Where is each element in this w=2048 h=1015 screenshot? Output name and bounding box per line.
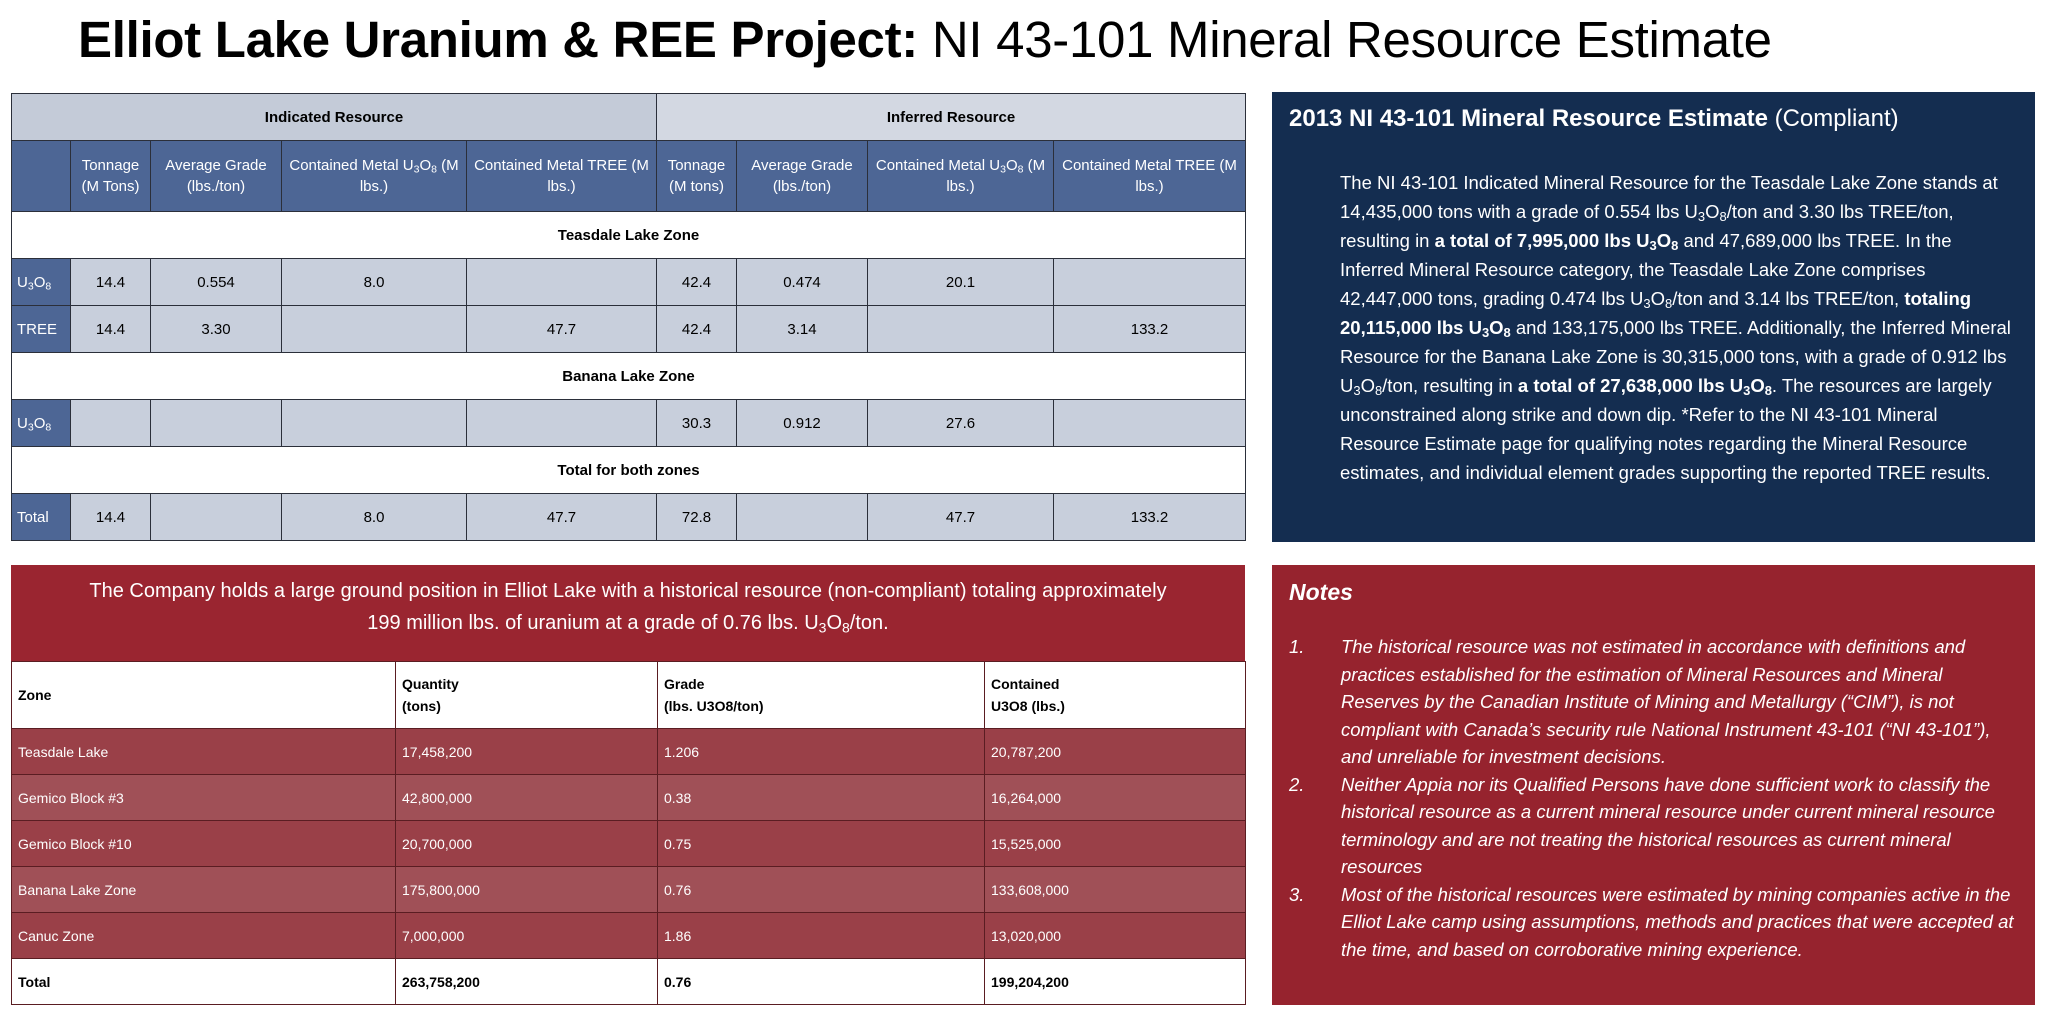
table-cell: 133,608,000 <box>985 867 1246 913</box>
table-cell <box>1054 259 1246 306</box>
table-cell: 0.76 <box>658 959 985 1005</box>
column-header: Zone <box>12 662 396 729</box>
row-label: Total <box>12 494 71 541</box>
table-cell: 8.0 <box>282 494 467 541</box>
header-blank-cell <box>12 141 71 212</box>
column-header: Contained Metal TREE (M lbs.) <box>1054 141 1246 212</box>
estimate-text: and 47,689,000 lbs TREE. In the Inferred Mineral Resource category, the Teasdale Lake Zone comprises 42,447,000 tons, grading 0.474 lbs $U_3O_8$/ton and 3.14 lbs TREE/ton, <box>1340 230 1952 312</box>
table-cell: 42.4 <box>657 306 737 353</box>
note-text: Neither Appia nor its Qualified Persons have done sufficient work to classify the historical resource as a current mineral resource under current mineral resource terminology and are not treating the historical resources as current mineral resources <box>1341 773 1995 877</box>
table-cell: 0.474 <box>737 259 868 306</box>
table-cell: 8.0 <box>282 259 467 306</box>
table-cell: 72.8 <box>657 494 737 541</box>
historical-resource-section <box>11 565 1245 1005</box>
column-header: Grade (lbs. U3O8/ton) <box>658 662 985 729</box>
table-cell: 47.7 <box>467 306 657 353</box>
notes-list <box>1289 633 2024 963</box>
note-item <box>1289 771 2024 881</box>
table-cell: 1.206 <box>658 729 985 775</box>
estimate-highlight: totaling 20,115,000 lbs $U_3O_8$ <box>1340 288 1972 341</box>
table-cell: 15,525,000 <box>985 821 1246 867</box>
table-cell: 199,204,200 <box>985 959 1246 1005</box>
note-text: The historical resource was not estimated in accordance with definitions and practices established for the estimation of Mineral Resources and Mineral Reserves by the Canadian Institute of Mining and Metallurgy (“CIM”), is not compliant with Canada’s security rule National Instrument 43-101 (“NI 43-101”), and unreliable for investment decisions. <box>1341 636 1991 767</box>
note-text: Most of the historical resources were estimated by mining companies active in the Elliot Lake camp using assumptions, methods and practices that were accepted at the time, and based on corroborative mining experience. <box>1341 883 2014 960</box>
table-row <box>12 306 1246 353</box>
table-cell: 0.75 <box>658 821 985 867</box>
table-cell <box>71 400 151 447</box>
table-cell: 16,264,000 <box>985 775 1246 821</box>
historical-table <box>11 661 1246 1005</box>
estimate-highlight: a total of 27,638,000 lbs $U_3O_8$ <box>1517 375 1772 399</box>
estimate-heading-bold: 2013 NI 43-101 Mineral Resource Estimate <box>1289 105 1768 132</box>
zone-header-row <box>12 447 1246 494</box>
table-cell: 14.4 <box>71 306 151 353</box>
column-header: Quantity (tons) <box>396 662 658 729</box>
notes-panel <box>1272 565 2035 1005</box>
table-cell: 133.2 <box>1054 494 1246 541</box>
page-title-bold: Elliot Lake Uranium & REE Project: <box>78 11 918 68</box>
estimate-text: and 133,175,000 lbs TREE. Additionally, the Inferred Mineral Resource for the Banana Lake Zone is 30,315,000 tons, with a grade of 0.912 lbs $U_3O_8$/ton, resulting in <box>1340 317 2011 399</box>
column-header-row <box>12 141 1246 212</box>
zone-name: Total for both zones <box>12 447 1246 494</box>
row-label: TREE <box>12 306 71 353</box>
table-row <box>12 821 1246 867</box>
table-cell: 3.30 <box>151 306 282 353</box>
column-header: Tonnage (M Tons) <box>71 141 151 212</box>
table-cell: 3.14 <box>737 306 868 353</box>
table-cell: 7,000,000 <box>396 913 658 959</box>
note-item <box>1289 633 2024 771</box>
table-row <box>12 259 1246 306</box>
column-header: Contained Metal $U_3O_8$ (M lbs.) <box>868 141 1054 212</box>
table-cell: 263,758,200 <box>396 959 658 1005</box>
table-cell <box>737 494 868 541</box>
table-cell: 14.4 <box>71 259 151 306</box>
table-row <box>12 400 1246 447</box>
zone-name: Teasdale Lake Zone <box>12 212 1246 259</box>
table-cell: 1.86 <box>658 913 985 959</box>
notes-heading: Notes <box>1289 579 1353 605</box>
table-cell: 20,700,000 <box>396 821 658 867</box>
table-cell: 0.554 <box>151 259 282 306</box>
table-cell: 20,787,200 <box>985 729 1246 775</box>
table-cell <box>467 400 657 447</box>
estimate-text: The NI 43-101 Indicated Mineral Resource for the Teasdale Lake Zone stands at 14,435,000 tons with a grade of 0.554 lbs $U_3O_8$/ton and 3.30 lbs TREE/ton, resulting in <box>1340 172 1998 251</box>
indicated-resource-header: Indicated Resource <box>12 94 657 141</box>
table-cell <box>151 494 282 541</box>
table-cell: Banana Lake Zone <box>12 867 396 913</box>
table-cell: Teasdale Lake <box>12 729 396 775</box>
table-cell: 0.912 <box>737 400 868 447</box>
table-cell: 17,458,200 <box>396 729 658 775</box>
table-cell: 0.38 <box>658 775 985 821</box>
table-cell <box>1054 400 1246 447</box>
table-cell: Canuc Zone <box>12 913 396 959</box>
table-cell: Gemico Block #3 <box>12 775 396 821</box>
table-cell <box>868 306 1054 353</box>
estimate-panel <box>1272 92 2035 542</box>
column-header: Average Grade (lbs./ton) <box>151 141 282 212</box>
group-header-row <box>12 94 1246 141</box>
table-cell: 0.76 <box>658 867 985 913</box>
row-label: $U_3O_8$ <box>12 259 71 306</box>
table-cell <box>151 400 282 447</box>
row-label: $U_3O_8$ <box>12 400 71 447</box>
table-cell: 47.7 <box>868 494 1054 541</box>
table-cell: 175,800,000 <box>396 867 658 913</box>
column-header: Contained U3O8 (lbs.) <box>985 662 1246 729</box>
page-title-subtitle: NI 43-101 Mineral Resource Estimate <box>931 11 1772 68</box>
table-row <box>12 729 1246 775</box>
note-item <box>1289 881 2024 964</box>
table-cell <box>282 400 467 447</box>
table-cell: Total <box>12 959 396 1005</box>
table-row <box>12 775 1246 821</box>
estimate-text: . The resources are largely unconstrained along strike and down dip. *Refer to the NI 43-101 Mineral Resource Estimate page for qualifying notes regarding the Mineral Resource estimates, and individual element grades supporting the reported TREE results. <box>1340 375 1992 483</box>
total-row <box>12 959 1246 1005</box>
table-cell: 42.4 <box>657 259 737 306</box>
table-cell <box>282 306 467 353</box>
column-header: Contained Metal TREE (M lbs.) <box>467 141 657 212</box>
table-cell: 13,020,000 <box>985 913 1246 959</box>
resource-table <box>11 93 1246 541</box>
historical-banner: The Company holds a large ground position in Elliot Lake with a historical resource (non-compliant) totaling approximately 199 million lbs. of uranium at a grade of 0.76 lbs. $U_3O_8$/ton. <box>11 565 1245 661</box>
inferred-resource-header: Inferred Resource <box>657 94 1246 141</box>
table-row <box>12 913 1246 959</box>
table-cell <box>467 259 657 306</box>
table-cell: 47.7 <box>467 494 657 541</box>
table-cell: 42,800,000 <box>396 775 658 821</box>
table-row <box>12 867 1246 913</box>
column-header: Contained Metal $U_3O_8$ (M lbs.) <box>282 141 467 212</box>
table-cell: 20.1 <box>868 259 1054 306</box>
table-cell: 133.2 <box>1054 306 1246 353</box>
historical-header-row <box>12 662 1246 729</box>
page-title <box>78 6 1772 74</box>
estimate-heading-normal: (Compliant) <box>1774 105 1899 132</box>
resource-table-container <box>11 93 1245 541</box>
zone-header-row <box>12 353 1246 400</box>
zone-name: Banana Lake Zone <box>12 353 1246 400</box>
table-cell: 30.3 <box>657 400 737 447</box>
note-number: 2. <box>1289 773 1305 795</box>
note-number: 3. <box>1289 883 1305 905</box>
table-cell: 27.6 <box>868 400 1054 447</box>
table-cell: Gemico Block #10 <box>12 821 396 867</box>
zone-header-row <box>12 212 1246 259</box>
column-header: Tonnage (M tons) <box>657 141 737 212</box>
estimate-paragraph <box>1340 168 2012 487</box>
table-row <box>12 494 1246 541</box>
estimate-heading <box>1289 102 1899 136</box>
column-header: Average Grade (lbs./ton) <box>737 141 868 212</box>
note-number: 1. <box>1289 636 1305 657</box>
estimate-highlight: a total of 7,995,000 lbs $U_3O_8$ <box>1434 230 1679 254</box>
table-cell: 14.4 <box>71 494 151 541</box>
